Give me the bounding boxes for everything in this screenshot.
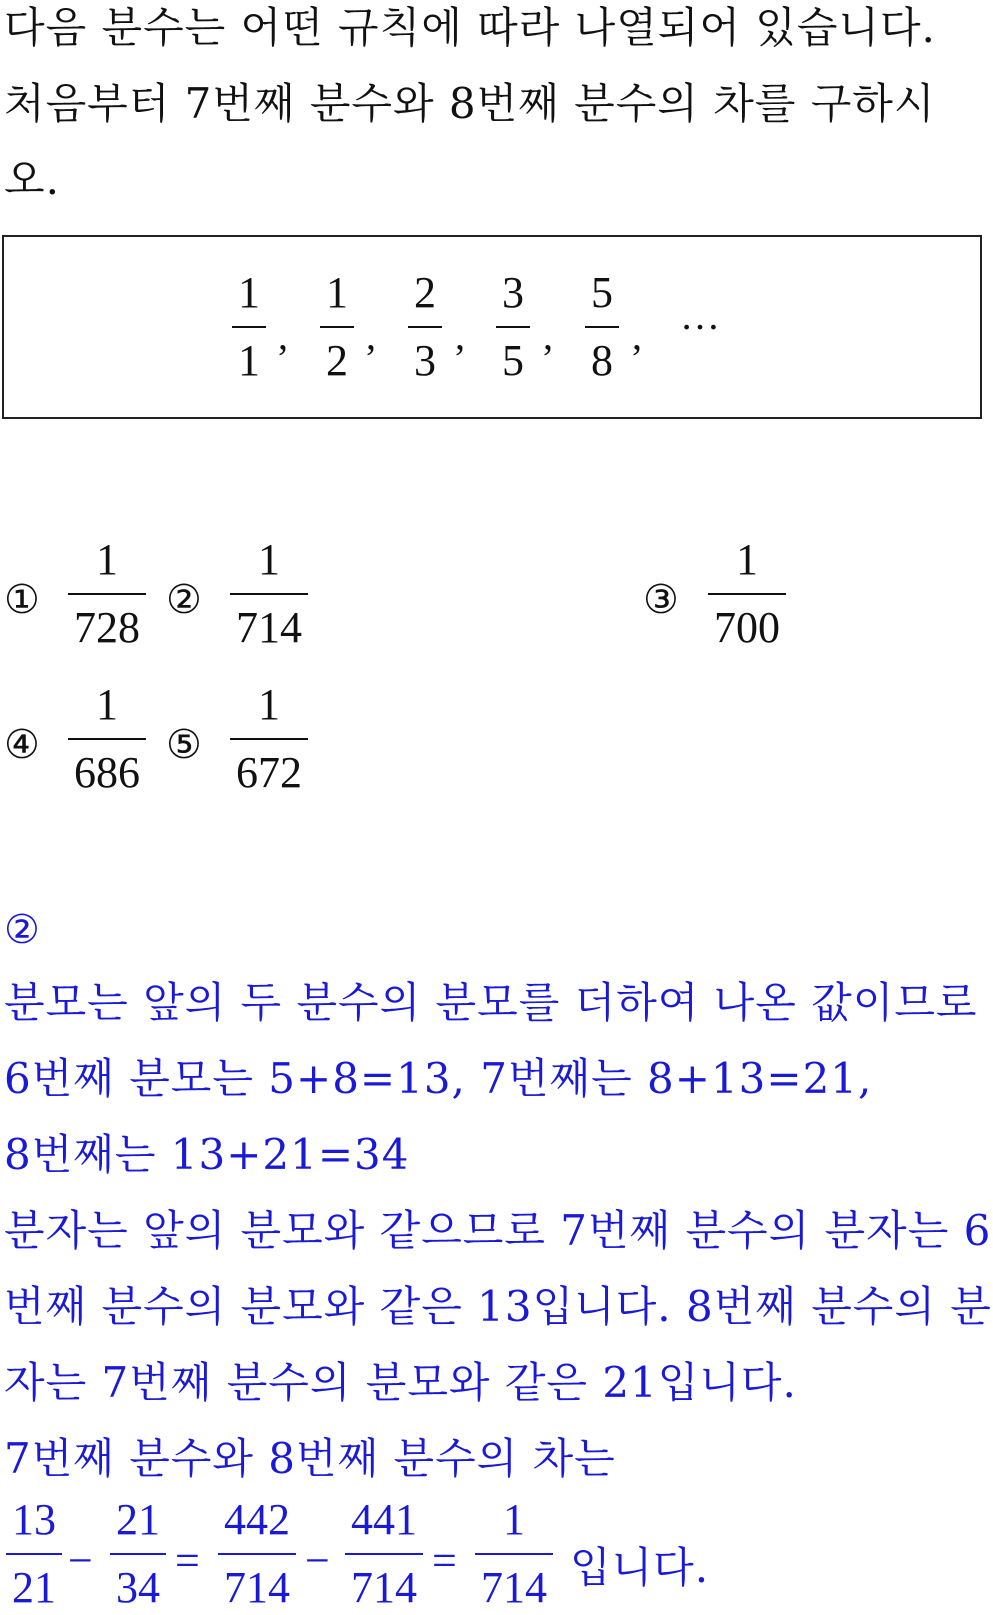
comma: , bbox=[455, 313, 465, 358]
denominator: 3 bbox=[414, 336, 436, 385]
choice-mark-1: ① bbox=[4, 577, 40, 623]
equals-sign: = bbox=[175, 1536, 200, 1585]
numerator: 1 bbox=[238, 268, 260, 317]
denominator: 728 bbox=[74, 603, 140, 652]
numerator: 1 bbox=[96, 680, 118, 729]
comma: , bbox=[543, 313, 553, 358]
equation-tail: 입니다. bbox=[570, 1543, 710, 1592]
denominator: 714 bbox=[224, 1563, 290, 1612]
numerator: 2 bbox=[414, 268, 436, 317]
equation-fraction bbox=[110, 1495, 166, 1613]
numerator: 441 bbox=[351, 1495, 417, 1544]
numerator: 1 bbox=[258, 680, 280, 729]
minus-sign: − bbox=[68, 1536, 93, 1585]
solution-line-4: 분자는 앞의 분모와 같으므로 7번째 분수의 분자는 6 bbox=[4, 1206, 992, 1255]
minus-sign: − bbox=[305, 1536, 330, 1585]
comma: , bbox=[278, 313, 288, 358]
numerator: 1 bbox=[96, 535, 118, 584]
solution-line-6: 자는 7번째 분수의 분모와 같은 21입니다. bbox=[4, 1358, 797, 1407]
choice-1-fraction bbox=[68, 535, 146, 653]
numerator: 1 bbox=[503, 1495, 525, 1544]
solution-line-7: 7번째 분수와 8번째 분수의 차는 bbox=[4, 1434, 616, 1483]
ellipsis: … bbox=[680, 293, 722, 338]
equation-fraction bbox=[218, 1495, 296, 1613]
denominator: 21 bbox=[12, 1563, 56, 1612]
choice-mark-5: ⑤ bbox=[166, 722, 202, 768]
choice-mark-3: ③ bbox=[643, 577, 679, 623]
numerator: 1 bbox=[258, 535, 280, 584]
numerator: 442 bbox=[224, 1495, 290, 1544]
equation-fraction bbox=[6, 1495, 62, 1613]
denominator: 1 bbox=[238, 336, 260, 385]
numerator: 5 bbox=[591, 268, 613, 317]
numerator: 13 bbox=[12, 1495, 56, 1544]
numerator: 1 bbox=[326, 268, 348, 317]
question-line-2: 처음부터 7번째 분수와 8번째 분수의 차를 구하시 bbox=[4, 79, 936, 128]
choice-2-fraction bbox=[230, 535, 308, 653]
numerator: 1 bbox=[736, 535, 758, 584]
denominator: 714 bbox=[351, 1563, 417, 1612]
choice-mark-2: ② bbox=[166, 577, 202, 623]
sequence-box bbox=[2, 235, 982, 419]
answer-mark: ② bbox=[4, 907, 40, 953]
denominator: 714 bbox=[481, 1563, 547, 1612]
denominator: 686 bbox=[74, 748, 140, 797]
question-line-1: 다음 분수는 어떤 규칙에 따라 나열되어 있습니다. bbox=[4, 3, 936, 52]
sequence-fraction bbox=[408, 268, 442, 386]
question-line-3: 오. bbox=[4, 155, 60, 204]
sequence-fraction bbox=[232, 268, 266, 386]
denominator: 8 bbox=[591, 336, 613, 385]
sequence-fraction bbox=[585, 268, 619, 386]
equation-fraction bbox=[475, 1495, 553, 1613]
comma: , bbox=[366, 313, 376, 358]
solution-line-2: 6번째 분모는 5+8=13, 7번째는 8+13=21, bbox=[4, 1054, 873, 1103]
numerator: 3 bbox=[502, 268, 524, 317]
solution-line-5: 번째 분수의 분모와 같은 13입니다. 8번째 분수의 분 bbox=[4, 1282, 992, 1331]
denominator: 672 bbox=[236, 748, 302, 797]
numerator: 21 bbox=[116, 1495, 160, 1544]
sequence-fraction bbox=[496, 268, 530, 386]
comma: , bbox=[632, 313, 642, 358]
choice-mark-4: ④ bbox=[4, 722, 40, 768]
denominator: 700 bbox=[714, 603, 780, 652]
choice-4-fraction bbox=[68, 680, 146, 798]
equation-fraction bbox=[345, 1495, 423, 1613]
solution-line-3: 8번째는 13+21=34 bbox=[4, 1130, 410, 1179]
solution-line-1: 분모는 앞의 두 분수의 분모를 더하여 나온 값이므로 bbox=[4, 978, 978, 1027]
denominator: 2 bbox=[326, 336, 348, 385]
denominator: 714 bbox=[236, 603, 302, 652]
denominator: 34 bbox=[116, 1563, 160, 1612]
choice-5-fraction bbox=[230, 680, 308, 798]
denominator: 5 bbox=[502, 336, 524, 385]
sequence-fraction bbox=[320, 268, 354, 386]
equals-sign: = bbox=[432, 1536, 457, 1585]
choice-3-fraction bbox=[708, 535, 786, 653]
